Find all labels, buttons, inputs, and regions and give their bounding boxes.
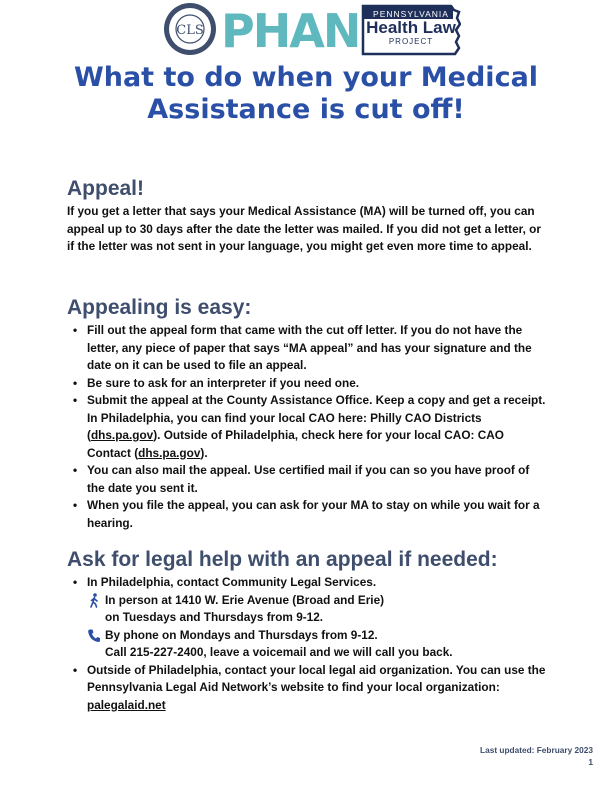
page-number: 1 — [588, 757, 593, 767]
phone-line-1: By phone on Mondays and Thursdays from 9-12. — [105, 627, 378, 642]
dhs-link-outside[interactable]: dhs.pa.gov — [138, 445, 201, 460]
list-item: • Fill out the appeal form that came with the cut off letter. If you do not have the letter, any piece of paper that says “MA appeal” and has your signature and the date on it can be used to file an appeal. — [67, 322, 547, 375]
list-item: • You can also mail the appeal. Use certified mail if you can so you have proof of the date you sent it. — [67, 462, 547, 497]
outside-philly-text: Outside of Philadelphia, contact your local legal aid organization. You can use the Pennsylvania Legal Aid Network’s website to find your local organization: — [87, 662, 546, 694]
appealing-easy-list — [67, 322, 547, 532]
hlp-line3: PROJECT — [388, 37, 434, 46]
cao-text: Submit the appeal at the County Assistance Office. Keep a copy and get a receipt. In Philadelphia, you can find your local CAO here: Philly CAO Districts ( — [87, 393, 546, 442]
legal-help-list — [67, 574, 547, 714]
phone-line-2: Call 215-227-2400, leave a voicemail and we will call you back. — [105, 645, 453, 659]
cao-text-mid: ). Outside of Philadelphia, check here for your local CAO: CAO Contact ( — [87, 428, 504, 460]
page-title — [60, 62, 552, 126]
in-person-item — [87, 592, 547, 627]
appeal-heading: Appeal! — [67, 177, 145, 200]
hlp-line1: PENNSYLVANIA — [373, 9, 449, 19]
list-item — [67, 392, 547, 462]
cls-seal-logo — [163, 2, 217, 56]
appeal-text: If you get a letter that says your Medical Assistance (MA) will be turned off, you can appeal up to 30 days after the date the letter was mailed. If you did not get a letter, or if the letter was not sent in your language, you might get even more time to appeal. — [67, 204, 541, 253]
footer — [480, 744, 593, 768]
list-item: • Be sure to ask for an interpreter if you need one. — [67, 375, 547, 393]
dhs-link-philly[interactable]: dhs.pa.gov — [90, 428, 154, 442]
legal-help-heading: Ask for legal help with an appeal if needed: — [67, 548, 498, 571]
phan-logo: PHAN — [221, 4, 360, 58]
list-item: • When you file the appeal, you can ask for your MA to stay on while you wait for a hearing. — [67, 497, 547, 532]
hlp-line2: Health Law — [366, 18, 456, 37]
header-logos — [0, 2, 612, 58]
title-line-1: What to do when your Medical — [73, 62, 539, 93]
walking-person-icon — [87, 593, 101, 608]
appealing-easy-heading: Appealing is easy: — [67, 296, 252, 319]
title-line-2: Assistance is cut off! — [147, 94, 465, 125]
phone-item — [87, 627, 547, 662]
list-item — [67, 662, 547, 715]
phone-icon — [87, 628, 101, 643]
cls-contact-text: • In Philadelphia, contact Community Legal Services. — [87, 575, 377, 589]
cls-seal-initials: CLS — [176, 23, 204, 38]
health-law-project-logo — [361, 4, 461, 56]
palegalaid-link[interactable]: palegalaid.net — [87, 697, 166, 712]
cao-text-end: ). — [200, 445, 208, 460]
list-item — [67, 574, 547, 662]
in-person-line-2: on Tuesdays and Thursdays from 9-12. — [105, 610, 324, 624]
last-updated: Last updated: February 2023 — [480, 745, 593, 755]
in-person-line-1: In person at 1410 W. Erie Avenue (Broad and Erie) — [105, 592, 385, 607]
